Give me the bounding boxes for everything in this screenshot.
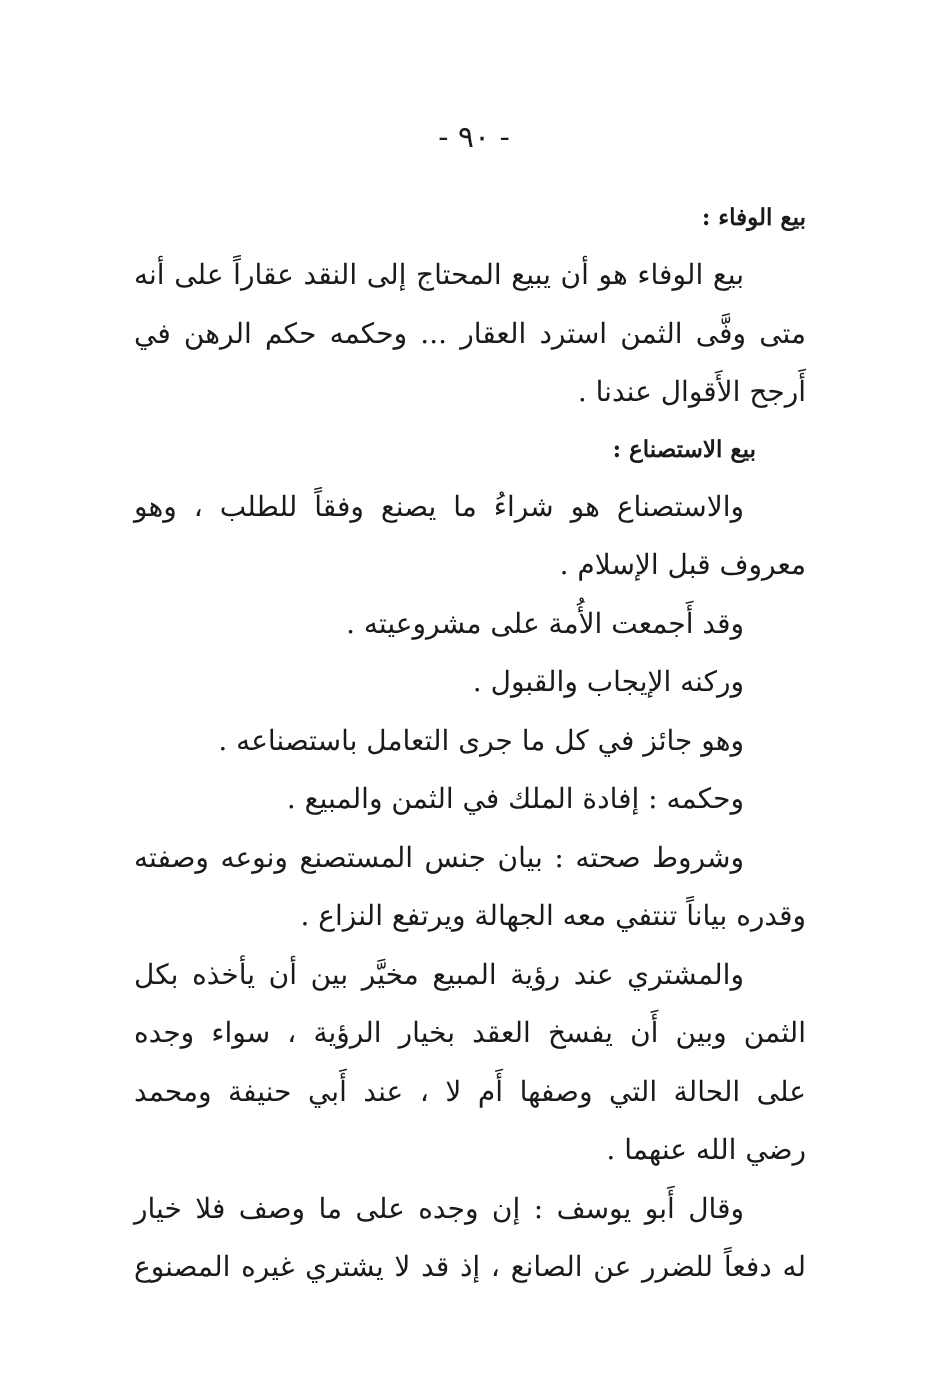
- paragraph-line: له دفعاً للضرر عن الصانع ، إذ قد لا يشتري غيره المصنوع: [134, 1250, 806, 1283]
- paragraph-line: على الحالة التي وصفها أَم لا ، عند أَبي حنيفة ومحمد: [134, 1074, 806, 1108]
- paragraph-line: متى وفَّى الثمن استرد العقار ... وحكمه حكم الرهن في: [134, 316, 806, 350]
- paragraph-line: وقد أَجمعت الأُمة على مشروعيته .: [346, 606, 744, 640]
- section-heading-bay-al-istisna: بيع الاستصناع :: [612, 435, 756, 463]
- paragraph-line: والاستصناع هو شراءُ ما يصنع وفقاً للطلب ، وهو: [134, 489, 744, 523]
- paragraph-line: وركنه الإيجاب والقبول .: [472, 665, 744, 698]
- paragraph-line: وقدره بياناً تنتفي معه الجهالة ويرتفع النزاع .: [300, 899, 806, 932]
- paragraph-line: وشروط صحته : بيان جنس المستصنع ونوعه وصفته: [134, 840, 744, 874]
- paragraph-line: والمشتري عند رؤية المبيع مخيَّر بين أن يأخذه بكل: [134, 957, 744, 991]
- paragraph-line: الثمن وبين أَن يفسخ العقد بخيار الرؤية ، سواء وجده: [134, 1016, 806, 1049]
- section-heading-bay-al-wafa: بيع الوفاء :: [701, 204, 806, 231]
- paragraph-line: رضي الله عنهما .: [606, 1133, 806, 1166]
- paragraph-line: وقال أَبو يوسف : إن وجده على ما وصف فلا خيار: [134, 1191, 744, 1225]
- paragraph-line: أَرجح الأَقوال عندنا .: [577, 375, 806, 408]
- paragraph-line: وهو جائز في كل ما جرى التعامل باستصناعه .: [218, 723, 744, 757]
- paragraph-line: بيع الوفاء هو أن يبيع المحتاج إلى النقد عقاراً على أنه: [134, 258, 744, 291]
- page-number: - ٩٠ -: [438, 120, 510, 155]
- paragraph-line: وحكمه : إفادة الملك في الثمن والمبيع .: [286, 782, 744, 815]
- page-body: [134, 190, 806, 1297]
- paragraph-line: معروف قبل الإسلام .: [559, 548, 806, 581]
